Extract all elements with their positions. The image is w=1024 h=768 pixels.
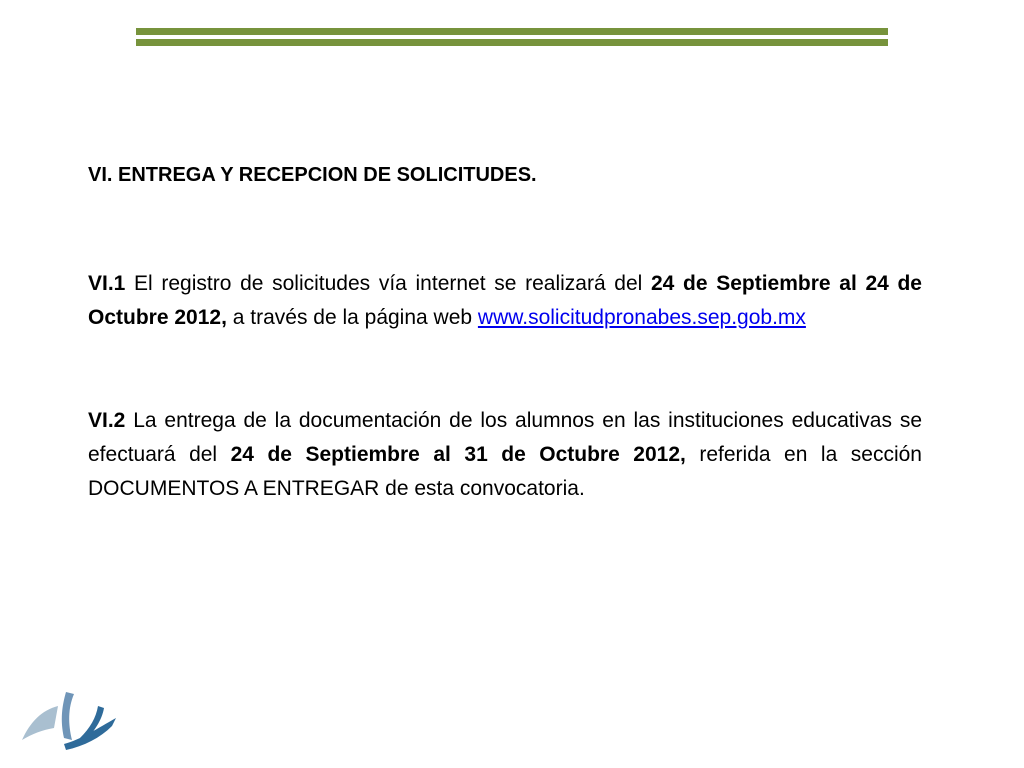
paragraph-vi-2 [88,404,922,506]
book-reader-logo-icon [20,688,120,752]
paragraph-text: a través de la página web [226,306,478,329]
header-rule-bottom [136,39,888,46]
section-number: VI.1 [88,272,126,295]
header-rule-top [136,28,888,35]
logo-center-stroke [62,692,74,740]
date-range: 24 de Septiembre al 24 de Octubre 2012, [88,272,922,329]
website-link[interactable]: www.solicitudpronabes.sep.gob.mx [477,306,806,329]
date-range: 24 de Septiembre al 31 de Octubre 2012, [230,443,686,466]
logo-left-page [22,706,58,740]
paragraph-text: referida en la sección DOCUMENTOS A ENTREGAR de esta convocatoria. [88,443,922,500]
section-number: VI.2 [88,409,126,432]
paragraph-text: El registro de solicitudes vía internet se realizará del [125,272,651,295]
section-heading: VI. ENTREGA Y RECEPCION DE SOLICITUDES. [88,164,537,186]
paragraph-vi-1 [88,267,922,335]
paragraph-text: La entrega de la documentación de los alumnos en las instituciones educativas se efectuará del [88,409,922,466]
